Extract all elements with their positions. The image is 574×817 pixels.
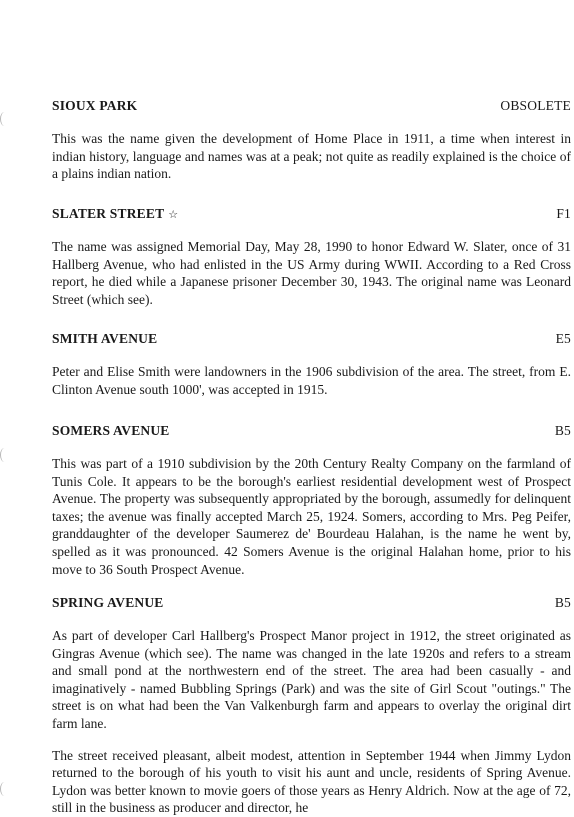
margin-scan-mark-middle: [0, 448, 9, 462]
street-name: SOMERS AVENUE: [52, 423, 170, 438]
margin-scan-mark-bottom: [0, 782, 9, 796]
entry-smith-avenue: [52, 331, 571, 398]
entry-paragraph: This was part of a 1910 subdivision by the 20th Century Realty Company on the farmland of Tunis Cole. It appears to be the borough's earliest residential development west of Prospect Avenue. The property was subsequently appropriated by the borough, assumedly for delinquent taxes; the avenue was finally accepted March 25, 1924. Somers, according to Mrs. Peg Peifer, granddaughter of the developer Saumerez de' Bourdeau Halahan, is the name he went by, spelled as it was pronounced. 42 Somers Avenue is the original Halahan home, prior to his move to 36 South Prospect Avenue.: [52, 456, 571, 577]
entry-paragraph: This was the name given the development of Home Place in 1911, a time when interest in indian history, language and names was at a peak; not quite as readily explained is the choice of a plains indian nation.: [52, 131, 571, 182]
entry-heading-row: [52, 331, 571, 347]
grid-reference: B5: [554, 423, 571, 438]
entry-slater-street: [52, 206, 571, 308]
entry-heading-row: [52, 98, 571, 114]
entry-heading-row: [52, 206, 571, 222]
entry-spring-avenue: [52, 595, 571, 817]
document-page: [52, 0, 572, 816]
street-name: SPRING AVENUE: [52, 595, 164, 610]
grid-reference: F1: [556, 206, 571, 221]
entry-sioux-park: [52, 98, 571, 183]
street-name: SMITH AVENUE: [52, 331, 158, 346]
star-icon: ☆: [168, 209, 179, 221]
grid-reference: E5: [555, 331, 571, 346]
entry-heading-row: [52, 423, 571, 439]
margin-scan-mark-top: [0, 112, 9, 126]
entry-paragraph: As part of developer Carl Hallberg's Prospect Manor project in 1912, the street originated as Gingras Avenue (which see). The name was changed in the late 1920s and refers to a stream and small pond at the northwestern end of the street. The area had been casually - and imaginatively - named Bubbling Springs (Park) and was the site of Girl Scout "outings." The street is on what had been the Van Valkenburgh farm and appears to overlay the original dirt farm lane.: [52, 628, 571, 731]
entry-paragraph: The street received pleasant, albeit modest, attention in September 1944 when Jimmy Lydon returned to the borough of his youth to visit his aunt and uncle, residents of Spring Avenue. Lydon was better known to movie goers of those years as Henry Aldrich. Now at the age of 72, still in the business as producer and director, he: [52, 747, 571, 816]
grid-reference: OBSOLETE: [500, 98, 571, 113]
street-name: SLATER STREET: [52, 206, 165, 221]
grid-reference: B5: [554, 595, 571, 610]
entry-paragraph: The name was assigned Memorial Day, May 28, 1990 to honor Edward W. Slater, once of 31 Hallberg Avenue, who had enlisted in the US Army during WWII. According to a Red Cross report, he died while a Japanese prisoner December 30, 1943. The original name was Leonard Street (which see).: [52, 239, 571, 307]
entry-paragraph: Peter and Elise Smith were landowners in the 1906 subdivision of the area. The street, from E. Clinton Avenue south 1000', was accepted in 1915.: [52, 364, 571, 397]
street-name: SIOUX PARK: [52, 98, 138, 113]
entry-somers-avenue: [52, 423, 571, 578]
entry-heading-row: [52, 595, 571, 611]
